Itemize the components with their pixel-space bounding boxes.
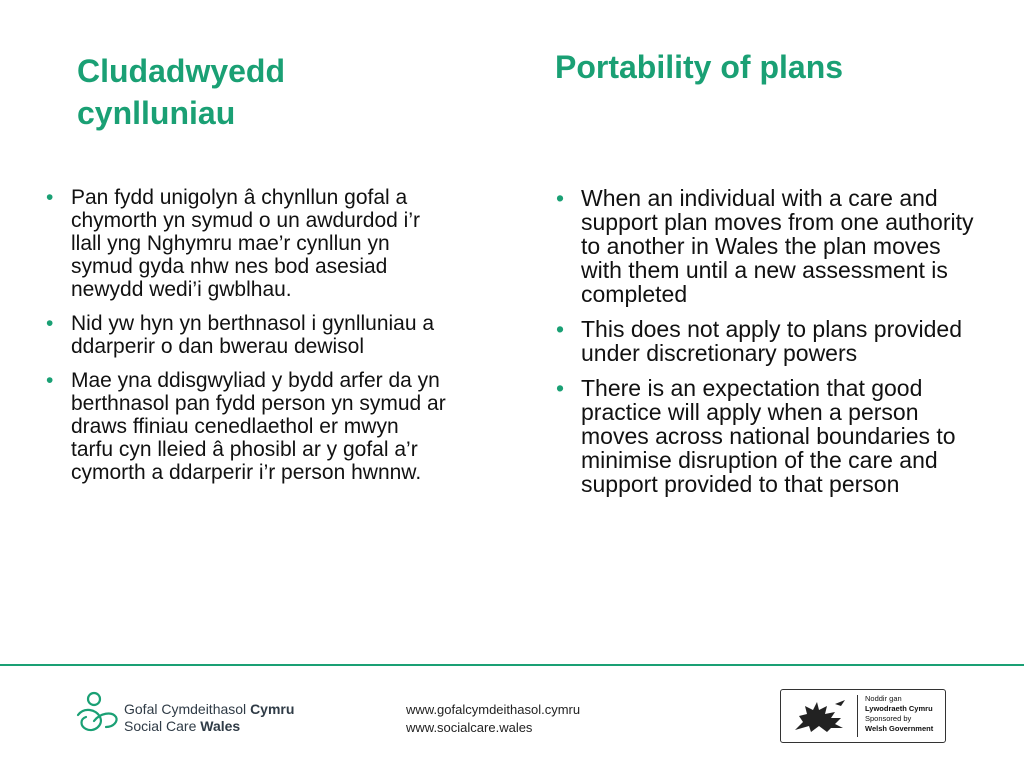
welsh-title-line1: Cludadwyedd [77, 53, 286, 89]
footer-divider [0, 664, 1024, 666]
logo-line2-bold: Wales [200, 718, 241, 734]
sponsor-line4: Welsh Government [865, 724, 934, 733]
bullet-icon: • [556, 185, 565, 211]
bullet-icon: • [46, 369, 54, 392]
english-url-link[interactable]: www.socialcare.wales [406, 720, 533, 735]
english-bullet-3 [556, 376, 976, 496]
welsh-bullet-3 [46, 369, 446, 484]
english-bullet-1 [556, 186, 976, 306]
bullet-text: Pan fydd unigolyn â chynllun gofal a chymorth yn symud o un awdurdod i’r llall yng Nghymru mae’r cynllun yn symud gyda nhw nes bod asesiad newydd wedi’i gwblhau. [71, 186, 420, 301]
welsh-bullet-2 [46, 312, 446, 358]
welsh-title-line2: cynlluniau [77, 95, 236, 131]
badge-divider [857, 695, 858, 737]
bullet-text: Mae yna ddisgwyliad y bydd arfer da yn berthnasol pan fydd person yn symud ar draws ffiniau cenedlaethol er mwyn tarfu cyn lleied â phosibl ar y gofal a’r cymorth a ddarperir i’r person hwnnw. [71, 369, 446, 484]
logo-line1-bold: Cymru [250, 701, 295, 717]
bullet-icon: • [556, 375, 565, 401]
bullet-text: Nid yw hyn yn berthnasol i gynlluniau a ddarperir o dan bwerau dewisol [71, 312, 435, 358]
welsh-title [77, 50, 437, 134]
bullet-icon: • [46, 186, 54, 209]
english-bullet-list [556, 186, 976, 507]
welsh-url-link[interactable]: www.gofalcymdeithasol.cymru [406, 702, 581, 717]
bullet-icon: • [556, 316, 565, 342]
sponsor-line1: Noddir gan [865, 694, 902, 703]
sponsor-line3: Sponsored by [865, 714, 912, 723]
social-care-wales-logo [74, 691, 314, 739]
logo-wordmark [124, 701, 294, 735]
bullet-icon: • [46, 312, 54, 335]
bullet-text: When an individual with a care and support plan moves from one authority to another in Wales the plan moves with them until a new assessment is completed [581, 185, 974, 307]
logo-line2: Social Care [124, 718, 201, 734]
footer-urls [406, 701, 580, 737]
welsh-dragon-icon [789, 696, 851, 736]
welsh-government-sponsor-badge [780, 689, 946, 743]
welsh-bullet-1 [46, 186, 446, 301]
welsh-bullet-list [46, 186, 446, 495]
sponsor-line2: Lywodraeth Cymru [865, 704, 933, 713]
sponsor-text [865, 694, 933, 734]
english-bullet-2 [556, 317, 976, 365]
social-care-wales-logo-icon [74, 691, 120, 737]
logo-line1: Gofal Cymdeithasol [124, 701, 251, 717]
bullet-text: This does not apply to plans provided under discretionary powers [581, 316, 963, 366]
english-title: Portability of plans [555, 49, 844, 85]
bullet-text: There is an expectation that good practice will apply when a person moves across national boundaries to minimise disruption of the care and support provided to that person [581, 375, 956, 497]
